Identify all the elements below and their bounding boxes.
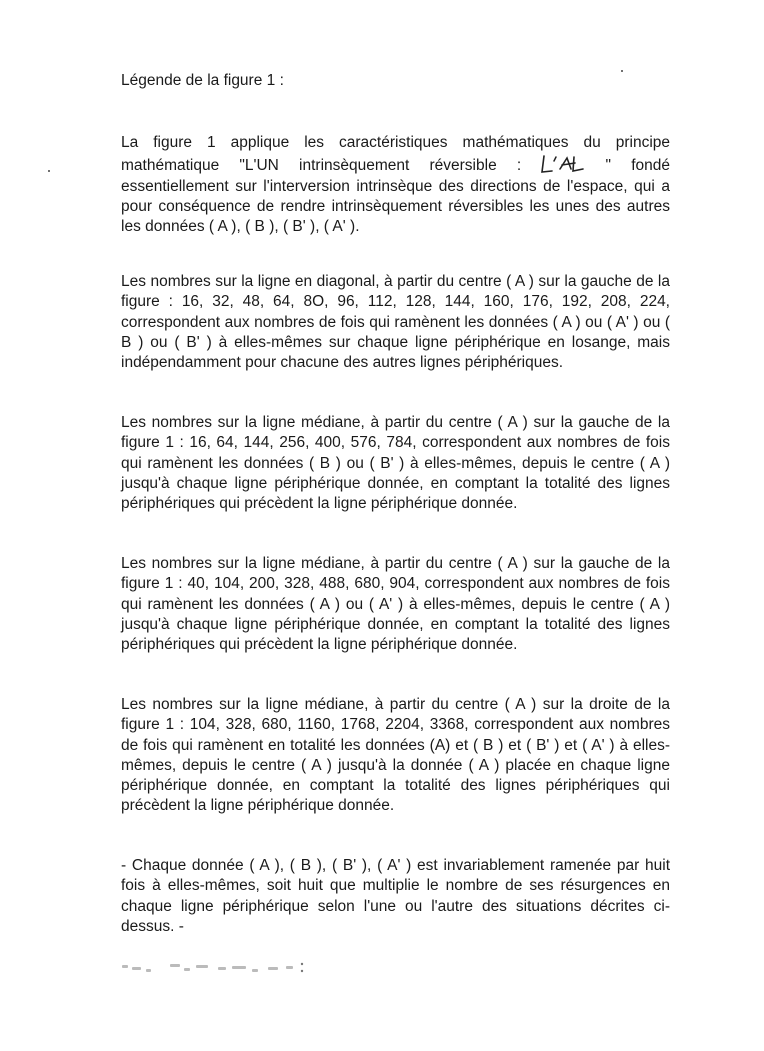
paragraph-conclusion: - Chaque donnée ( A ), ( B ), ( B' ), ( A' ) est invariablement ramenée par huit fois à elles-mêmes, soit huit que multiplie le nombre de ses résurgences en chaque ligne périphérique selon l'une ou l'autre des situations décrites ci-dessus. - <box>121 857 670 935</box>
paragraph-median-b: Les nombres sur la ligne médiane, à partir du centre ( A ) sur la gauche de la figure 1 : 16, 64, 144, 256, 400, 576, 784, correspondent aux nombres de fois qui ramènent les données ( B ) ou ( B' ) à elles-mêmes, depuis le centre ( A ) jusqu'à chaque ligne périphérique donnée, en comptant la totalité des lignes périphériques qui précèdent la ligne périphérique donnée. <box>121 414 670 513</box>
legend-heading: Légende de la figure 1 : <box>121 72 284 89</box>
scan-speck <box>48 170 50 172</box>
paragraph-principle <box>121 133 670 237</box>
paragraph-principle-end: " fondé essentiellement sur l'interversion intrinsèque des directions de l'espace, qui a pour conséquence de rendre intrinsèquement réversibles les unes des autres les données ( A ), ( B ), ( B' ), ( A' ). <box>121 157 671 236</box>
scan-speck <box>621 70 623 72</box>
paragraph-median-a: Les nombres sur la ligne médiane, à partir du centre ( A ) sur la gauche de la figure 1 : 40, 104, 200, 328, 488, 680, 904, correspondent aux nombres de fois qui ramènent les données ( A ) ou ( A' ) à elles-mêmes, depuis le centre ( A ) jusqu'à chaque ligne périphérique donnée, en comptant la totalité des lignes périphériques qui précèdent la ligne périphérique donnée. <box>121 555 670 654</box>
faded-signature-icon <box>118 957 308 981</box>
handwritten-symbol-icon <box>541 153 585 175</box>
paragraph-diagonal-line: Les nombres sur la ligne en diagonal, à partir du centre ( A ) sur la gauche de la figure : 16, 32, 48, 64, 8O, 96, 112, 128, 144, 160, 176, 192, 208, 224, correspondent aux nombres de fois qui ramènent les données ( A ) ou ( A' ) ou ( B ) ou ( B' ) à elles-mêmes sur chaque ligne périphérique en losange, mais indépendamment pour chacune des autres lignes périphériques. <box>121 273 670 372</box>
paragraph-median-right: Les nombres sur la ligne médiane, à partir du centre ( A ) sur la droite de la figure 1 : 104, 328, 680, 1160, 1768, 2204, 3368, correspondent aux nombres de fois qui ramènent en totalité les données (A) et ( B ) et ( B' ) et ( A' ) à elles- mêmes, depuis le centre ( A ) jusqu'à la donnée ( A ) placée en chaque ligne périphérique donnée, en comptant la totalité des lignes périphériques qui précèdent la ligne périphérique donnée. <box>121 696 670 815</box>
paragraph-principle-start: La figure 1 applique les caractéristiques mathématiques du principe mathématique "L'UN intrinsèquement réversible : <box>121 134 670 175</box>
